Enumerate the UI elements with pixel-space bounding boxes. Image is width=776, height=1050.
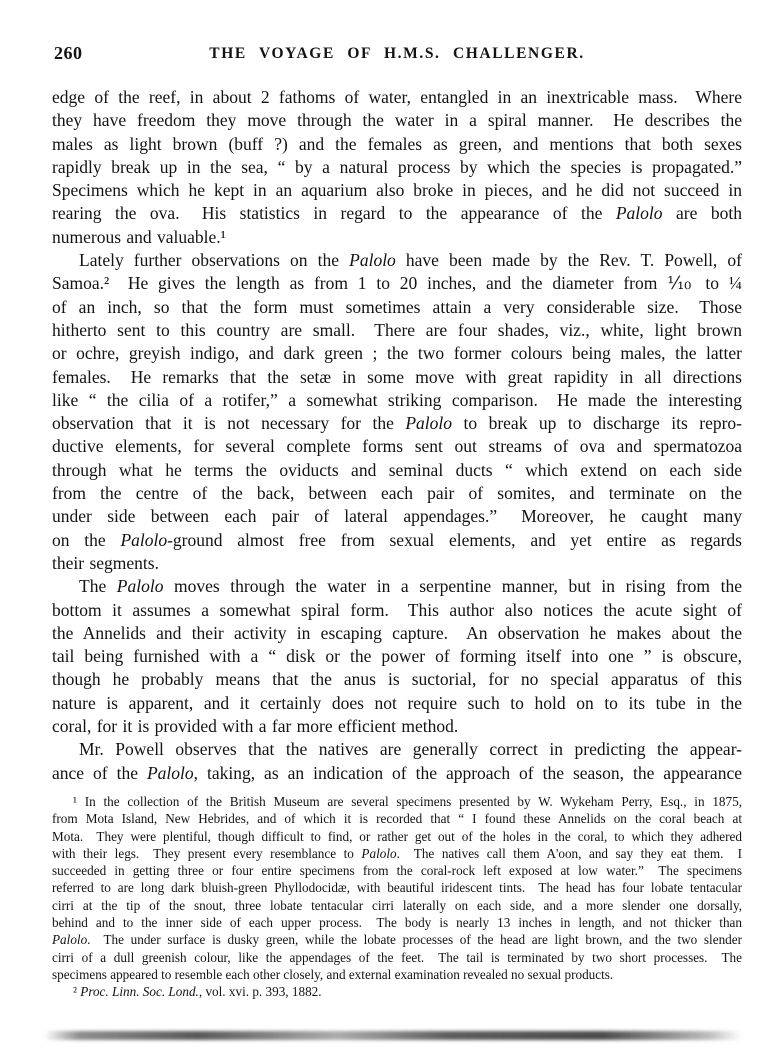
text-line: succeeded in getting three or four entire specimens from the coral-rock left exposed at low water.” The specimens <box>52 863 742 879</box>
text-line: behind and to the inner side of each upper process. The body is nearly 13 inches in length, and not thicker than <box>52 915 742 931</box>
text-line: The Palolo moves through the water in a serpentine manner, but in rising from the <box>79 576 743 597</box>
text-line: the Annelids and their activity in escaping capture. An observation he makes about the <box>52 622 742 643</box>
text-line: ¹ In the collection of the British Museum are several specimens presented by W. Wykeham Perry, Esq., in 1875, <box>73 794 742 809</box>
paragraph <box>52 249 742 575</box>
text-line: their segments. <box>52 552 159 573</box>
text-line: referred to are long dark bluish-green Phyllodocidæ, with beautiful iridescent tints. The head has four lobate tentacular <box>52 880 742 896</box>
paragraph <box>52 86 742 249</box>
text-line: though he probably means that the anus is suctorial, for no special apparatus of this <box>52 669 742 690</box>
text-line: rearing the ova. His statistics in regard to the appearance of the Palolo are both <box>52 203 742 224</box>
text-line: bottom it assumes a somewhat spiral form. This author also notices the acute sight of <box>52 599 742 620</box>
text-line: hitherto sent to this country are small. There are four shades, viz., white, light brown <box>52 319 742 340</box>
text-line: they have freedom they move through the water in a spiral manner. He describes the <box>52 110 742 131</box>
text-line: Mota. They were plentiful, though difficult to find, or rather get out of the holes in the coral, to which they adhered <box>52 828 742 844</box>
paragraph <box>52 575 742 738</box>
footnotes <box>52 793 742 1001</box>
running-title: THE VOYAGE OF H.M.S. CHALLENGER. <box>209 45 585 62</box>
text-line: cirri of a dull greenish colour, like the appendages of the feet. The tail is terminated by two short processes. The <box>52 949 742 965</box>
text-line: Lately further observations on the Palolo have been made by the Rev. T. Powell, of <box>79 250 742 271</box>
text-line: tail being furnished with a “ disk or the power of forming itself into one ” is obscure, <box>52 646 742 667</box>
text-line: on the Palolo-ground almost free from sexual elements, and yet entire as regards <box>52 529 742 550</box>
text-line: through what he terms the oviducts and seminal ducts “ which extend on each side <box>52 459 742 480</box>
text-line: nature is apparent, and it certainly does not require such to hold on to its tube in the <box>52 692 742 713</box>
text-line: males as light brown (buff ?) and the females as green, and mentions that both sexes <box>52 133 742 154</box>
text-line: or ochre, greyish indigo, and dark green ; the two former colours being males, the latter <box>52 343 742 364</box>
paragraph <box>52 738 742 785</box>
text-line: Mr. Powell observes that the natives are generally correct in predicting the appear- <box>79 739 742 760</box>
scan-edge-shadow <box>44 1031 742 1040</box>
text-line: of an inch, so that the form must sometimes attain a very considerable size. Those <box>52 296 742 317</box>
text-line: observation that it is not necessary for the Palolo to break up to discharge its repro- <box>52 413 742 434</box>
text-line: females. He remarks that the setæ in some move with great rapidity in all directions <box>52 366 742 387</box>
text-line: edge of the reef, in about 2 fathoms of water, entangled in an inextricable mass. Where <box>52 87 742 107</box>
text-line: Samoa.² He gives the length as from 1 to 20 inches, and the diameter from ⅒ to ¼ <box>52 273 742 294</box>
text-line: from the centre of the back, between each pair of somites, and terminate on the <box>52 483 742 504</box>
paragraph <box>52 793 742 983</box>
text-line: with their legs. They present every resemblance to Palolo. The natives call them A'oon, and say they eat them. I <box>52 845 742 861</box>
text-line: under side between each pair of lateral appendages.” Moreover, he caught many <box>52 506 742 527</box>
text-line: ance of the Palolo, taking, as an indication of the approach of the season, the appearance <box>52 762 742 783</box>
text-line: coral, for it is provided with a far more efficient method. <box>52 716 459 737</box>
text-line: Specimens which he kept in an aquarium also broke in pieces, and he did not succeed in <box>52 180 742 201</box>
text-line: rapidly break up in the sea, “ by a natural process by which the species is propagated.” <box>52 156 742 177</box>
text-line: cirri at the tip of the snout, three lobate tentacular cirri laterally on each side, and a more slender one dorsally, <box>52 897 742 913</box>
text-line: ductive elements, for several complete forms sent out streams of ova and spermatozoa <box>52 436 742 457</box>
page-number: 260 <box>54 43 83 63</box>
text-line: Palolo. The under surface is dusky green, while the lobate processes of the head are light brown, and the two slender <box>52 932 742 948</box>
text-line: from Mota Island, New Hebrides, and of which it is recorded that “ I found these Annelids on the coral beach at <box>52 811 742 827</box>
text-line: like “ the cilia of a rotifer,” a somewhat striking comparison. He made the interesting <box>52 389 742 410</box>
paragraph <box>52 983 742 1000</box>
text-line: ² Proc. Linn. Soc. Lond., vol. xvi. p. 393, 1882. <box>73 984 322 1000</box>
text-line: numerous and valuable.¹ <box>52 226 226 247</box>
body-text <box>52 86 742 785</box>
text-line: specimens appeared to resemble each other closely, and external examination revealed no sexual products. <box>52 966 614 982</box>
page-header <box>52 43 742 65</box>
